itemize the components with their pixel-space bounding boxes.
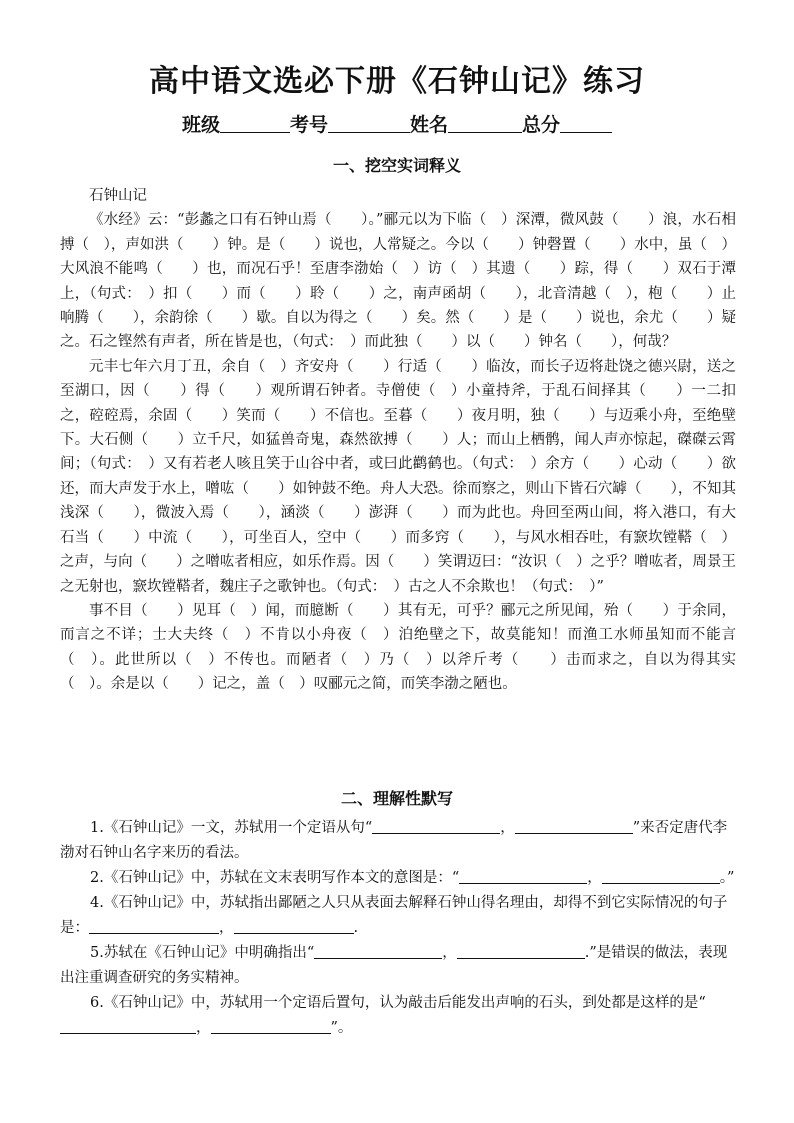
page-title: 高中语文选必下册《石钟山记》练习 [149, 64, 645, 99]
question-1-blank-1[interactable] [372, 818, 500, 834]
score-blank[interactable] [560, 114, 612, 133]
class-blank[interactable] [220, 114, 290, 133]
section-heading-2: 二、理解性默写 [340, 789, 453, 808]
question-2 [60, 866, 736, 891]
question-list [60, 816, 736, 1041]
question-1-suffix: ”来否定唐代李渤对石钟山名字来历的看法。 [60, 820, 728, 861]
name-blank[interactable] [448, 114, 522, 133]
exam-no-blank[interactable] [328, 114, 410, 133]
question-1-blank-2[interactable] [515, 818, 633, 834]
question-4-blank-1[interactable] [89, 918, 219, 934]
question-2-prefix: 2.《石钟山记》中，苏轼在文末表明写作本文的意图是：“ [90, 870, 460, 886]
question-4 [60, 891, 736, 941]
class-label: 班级 [181, 114, 220, 136]
question-2-sep: ， [587, 870, 602, 886]
question-6-blank-1[interactable] [60, 1018, 196, 1034]
score-label: 总分 [522, 114, 561, 136]
passage-title: 石钟山记 [89, 188, 147, 204]
question-2-blank-1[interactable] [459, 868, 587, 884]
exam-no-label: 考号 [289, 114, 328, 136]
question-5-suffix: .”是错误的做法，表现出注重调查研究的务实精神。 [60, 945, 728, 986]
question-5-sep: ， [442, 945, 457, 961]
student-info-line [0, 110, 794, 137]
section-heading-1: 一、挖空实词释义 [332, 156, 461, 175]
question-4-suffix: . [353, 920, 359, 936]
question-4-blank-2[interactable] [234, 918, 354, 934]
question-6-sep: ， [196, 1020, 211, 1036]
question-4-sep: ， [219, 920, 234, 936]
question-1-prefix: 1.《石钟山记》一文，苏轼用一个定语从句“ [90, 820, 373, 836]
question-1 [60, 816, 736, 866]
question-5-blank-2[interactable] [457, 943, 585, 959]
question-1-sep: ， [500, 820, 515, 836]
passage-paragraph-1: 《水经》云：“彭蠡之口有石钟山焉（ ）。”郦元以为下临（ ）深潭，微风鼓（ ）浪，水石相搏（ ），声如洪（ ）钟。是（ ）说也，人常疑之。今以（ ）钟磬置（ ）水中，虽（ ）大风浪不能鸣（ ）也，而况石乎！至唐李渤始（ ）访（ ）其遗（ ）踪，得（ ）双石于潭上，（句式： ）扣（ ）而（ ）聆（ ）之，南声函胡（ ），北音清越（ ），枹（ ）止响腾（ ），余韵徐（ ）歇。自以为得之（ ）矣。然（ ）是（ ）说也，余尤（ ）疑之。石之铿然有声者，所在皆是也，（句式： ）而此独（ ）以（ ）钟名（ ），何哉？ [60, 212, 736, 351]
question-2-blank-2[interactable] [602, 868, 720, 884]
passage-paragraph-3: 事不目（ ）见耳（ ）闻，而臆断（ ）其有无，可乎？郦元之所见闻，殆（ ）于余同，而言之不详；士大夫终（ ）不肯以小舟夜（ ）泊绝壁之下，故莫能知！而渔工水师虽知而不能言（ ）。此世所以（ ）不传也。而陋者（ ）乃（ ）以斧斤考（ ）击而求之，自以为得其实（ ）。余是以（ ）记之，盖（ ）叹郦元之简，而笑李渤之陋也。 [60, 602, 736, 693]
question-5-blank-1[interactable] [314, 943, 442, 959]
question-6-prefix: 6.《石钟山记》中，苏轼用一个定语后置句，认为敲击后能发出声响的石头，到处都是这样的是“ [90, 995, 706, 1011]
question-5 [60, 941, 736, 991]
question-4-prefix: 4.《石钟山记》中，苏轼指出鄙陋之人只从表面去解释石钟山得名理由，却得不到它实际情况的句子是： [60, 895, 728, 936]
question-6-blank-2[interactable] [211, 1018, 331, 1034]
question-6 [60, 991, 736, 1041]
passage-paragraph-2: 元丰七年六月丁丑，余自（ ）齐安舟（ ）行适（ ）临汝，而长子迈将赴饶之德兴尉，送之至湖口，因（ ）得（ ）观所谓石钟者。寺僧使（ ）小童持斧，于乱石间择其（ ）一二扣之，硿硿焉，余固（ ）笑而（ ）不信也。至暮（ ）夜月明，独（ ）与迈乘小舟，至绝壁下。大石侧（ ）立千尺，如猛兽奇鬼，森然欲搏（ ）人；而山上栖鹘，闻人声亦惊起，磔磔云霄间；（句式： ）又有若老人咳且笑于山谷中者，或曰此鹳鹤也。（句式： ）余方（ ）心动（ ）欲还，而大声发于水上，噌吰（ ）如钟鼓不绝。舟人大恐。徐而察之，则山下皆石穴罅（ ），不知其浅深（ ），微波入焉（ ），涵淡（ ）澎湃（ ）而为此也。舟回至两山间，将入港口，有大石当（ ）中流（ ），可坐百人，空中（ ）而多窍（ ），与风水相吞吐，有窾坎镗鞳（ ）之声，与向（ ）之噌吰者相应，如乐作焉。因（ ）笑谓迈曰：“汝识（ ）之乎？噌吰者，周景王之无射也，窾坎镗鞳者，魏庄子之歌钟也。（句式： ）古之人不余欺也！（句式： ）” [60, 358, 736, 595]
question-6-suffix: ”。 [330, 1020, 353, 1036]
name-label: 姓名 [410, 114, 449, 136]
passage [60, 184, 736, 697]
question-5-prefix: 5.苏轼在《石钟山记》中明确指出“ [90, 945, 315, 961]
question-2-suffix: 。” [719, 870, 735, 886]
